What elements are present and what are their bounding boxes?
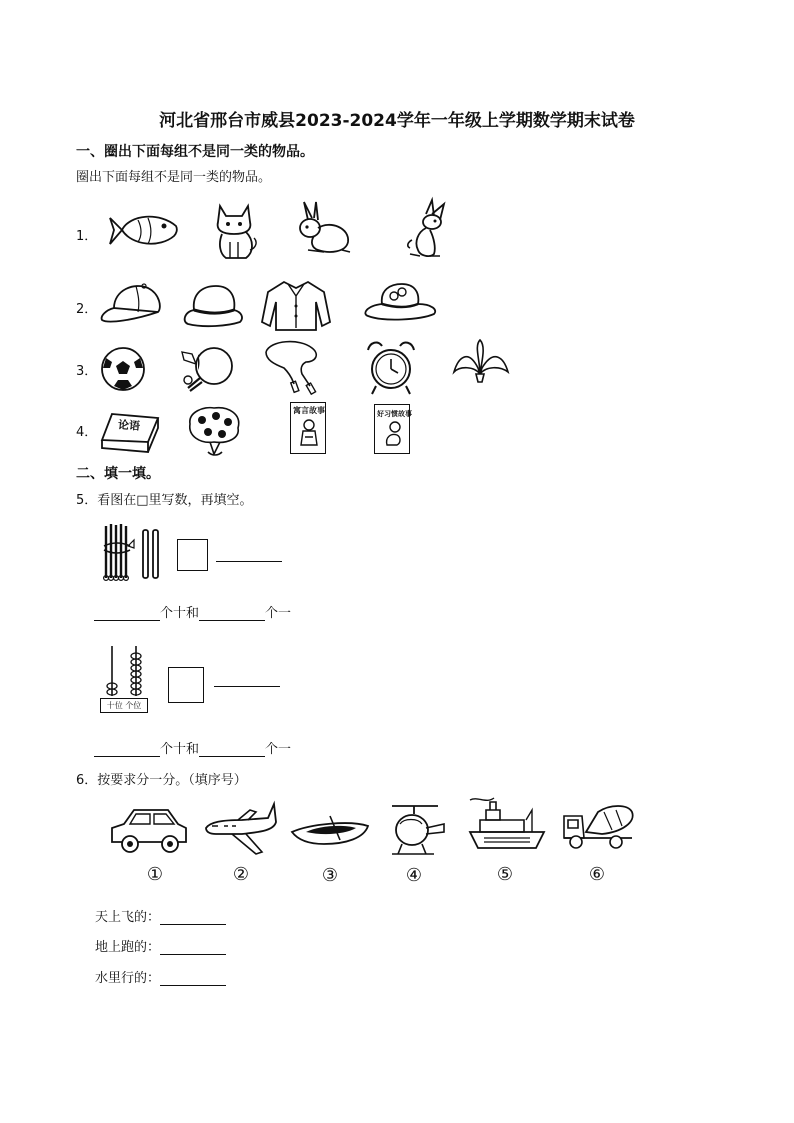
q6-answer-land [95, 936, 226, 955]
q5-answer-line-1[interactable] [216, 561, 282, 562]
hat-icon[interactable] [180, 282, 246, 328]
q5-fill-1-blank-ones[interactable] [199, 606, 265, 621]
sun-hat-icon[interactable] [360, 280, 440, 324]
cement-truck-icon[interactable] [562, 802, 636, 852]
q6-answer-sky [95, 906, 226, 925]
row-1-label: 1． [76, 229, 98, 244]
section-1-instruction: 圈出下面每组不是同一类的物品。 [76, 170, 272, 185]
book-title: 论语 [117, 418, 141, 433]
q5-answer-box-1[interactable] [177, 539, 208, 571]
page-title: 河北省邢台市威县2023-2024学年一年级上学期数学期末试卷 [159, 111, 635, 131]
boat-icon[interactable] [290, 810, 370, 850]
q5-fill-2-blank-ones[interactable] [199, 742, 265, 757]
helicopter-icon[interactable] [388, 800, 446, 858]
q6-answer-water-label: 水里行的： [95, 971, 161, 986]
q5-fill-1-blank-tens[interactable] [94, 606, 160, 621]
q6-answer-land-label: 地上跑的： [95, 940, 161, 955]
q5-answer-line-2[interactable] [214, 686, 280, 687]
cat-icon[interactable] [212, 202, 258, 260]
shirt-icon[interactable] [260, 278, 332, 332]
picture-book-icon[interactable] [374, 404, 410, 454]
abacus-icon [100, 642, 150, 716]
cap-icon[interactable] [98, 282, 164, 326]
q6-answer-sky-blank[interactable] [160, 910, 226, 925]
q5-fill-2 [94, 738, 291, 757]
story-book-title: 寓言故事 [293, 406, 325, 415]
shuttlecock-icon[interactable] [450, 338, 512, 384]
row-4-label: 4． [76, 425, 98, 440]
section-1-heading: 一、圈出下面每组不是同一类的物品。 [76, 144, 314, 160]
book-icon[interactable] [100, 410, 160, 454]
q5-fill-2-mid: 个十和 [160, 742, 200, 757]
q5-answer-box-2[interactable] [168, 667, 204, 703]
q6-prompt: 6．按要求分一分。（填序号） [76, 773, 247, 788]
row-2-label: 2． [76, 302, 98, 317]
picture-book-title: 好习惯故事 [377, 410, 412, 418]
q6-answer-land-blank[interactable] [160, 940, 226, 955]
soccer-ball-icon[interactable] [100, 346, 146, 392]
abacus-label: 十位 个位 [100, 698, 148, 713]
vehicle-number-5: ⑤ [496, 864, 514, 885]
q5-fill-2-blank-tens[interactable] [94, 742, 160, 757]
flower-bouquet-icon[interactable] [184, 404, 244, 458]
fish-icon[interactable] [108, 208, 182, 252]
q6-answer-sky-label: 天上飞的： [95, 910, 161, 925]
ping-pong-paddle-icon[interactable] [178, 344, 236, 392]
q5-fill-2-end: 个一 [265, 742, 292, 757]
q6-answer-water-blank[interactable] [160, 971, 226, 986]
row-3-label: 3． [76, 364, 98, 379]
q5-fill-1-mid: 个十和 [160, 606, 200, 621]
vehicle-number-2: ② [232, 864, 250, 885]
vehicle-number-4: ④ [405, 865, 423, 886]
rabbit-icon[interactable] [294, 200, 354, 256]
q5-fill-1-end: 个一 [265, 606, 292, 621]
car-icon[interactable] [106, 806, 190, 856]
ship-icon[interactable] [466, 796, 548, 852]
q6-answer-water [95, 967, 226, 986]
story-book-icon[interactable] [290, 402, 326, 454]
vehicle-number-1: ① [146, 864, 164, 885]
jump-rope-icon[interactable] [262, 338, 326, 394]
airplane-icon[interactable] [202, 800, 278, 856]
rabbit-standing-icon[interactable] [400, 200, 446, 260]
q5-fill-1 [94, 602, 291, 621]
q5-prompt: 5．看图在□里写数，再填空。 [76, 493, 253, 508]
vehicle-number-6: ⑥ [588, 864, 606, 885]
alarm-clock-icon[interactable] [362, 338, 420, 396]
sticks-bundle-icon [100, 522, 166, 582]
section-2-heading: 二、填一填。 [76, 466, 160, 482]
vehicle-number-3: ③ [321, 865, 339, 886]
